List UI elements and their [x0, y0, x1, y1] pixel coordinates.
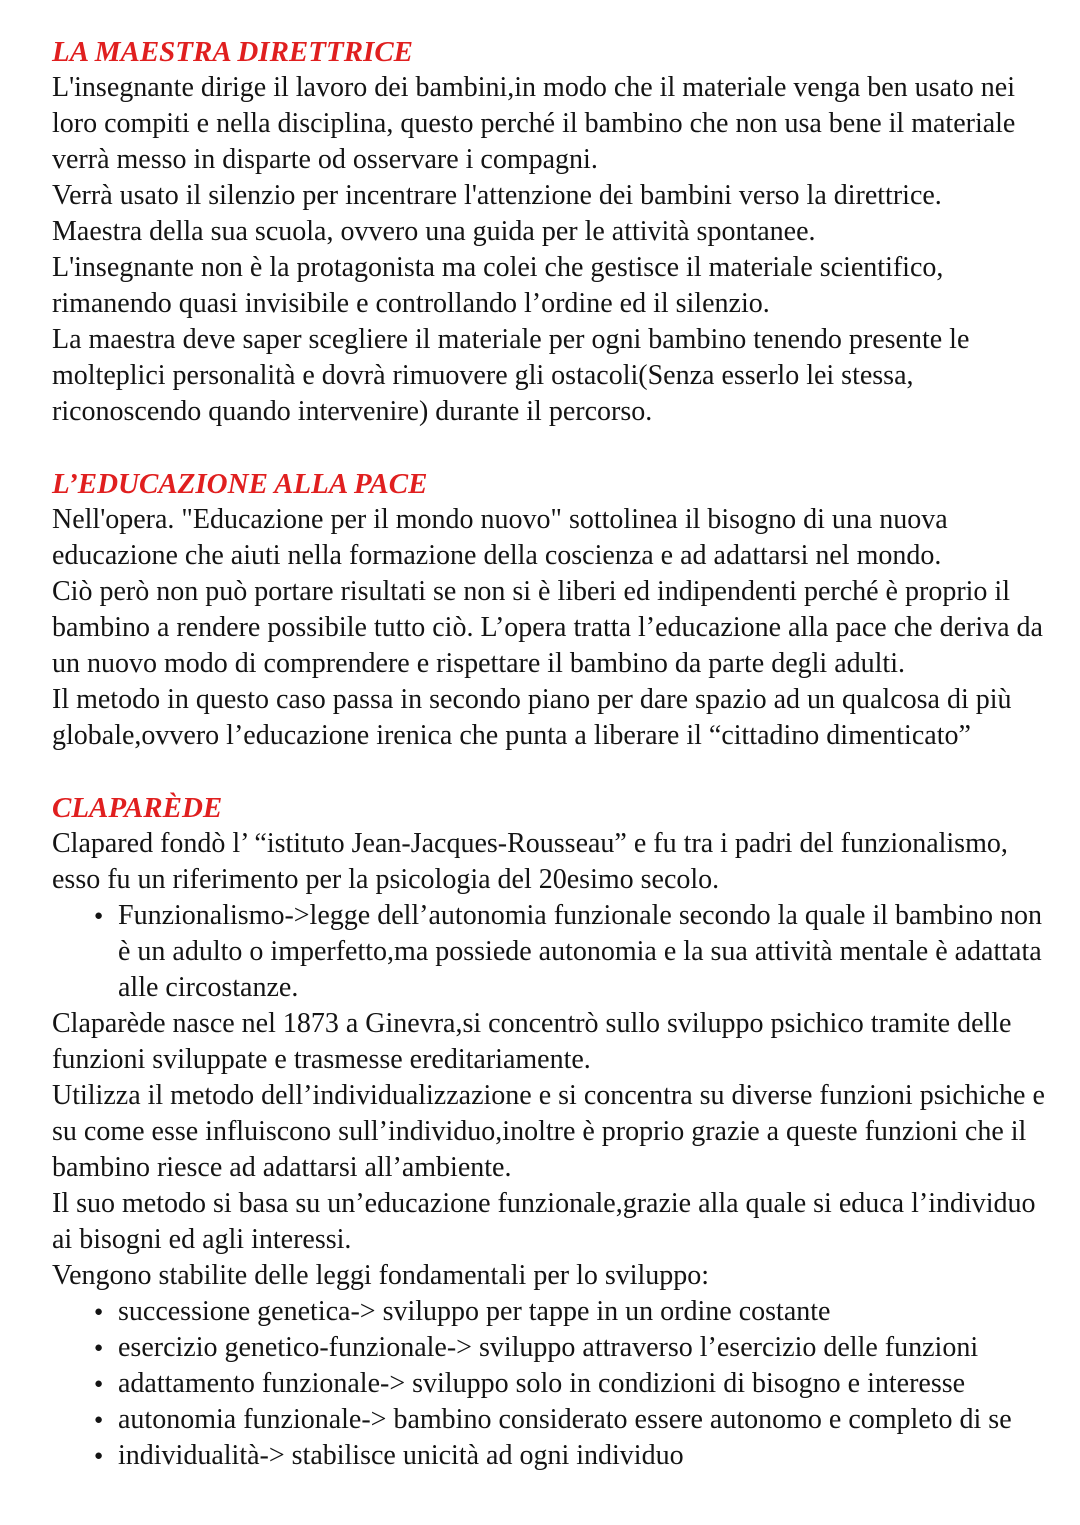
- text-line: La maestra deve saper scegliere il materiale per ogni bambino tenendo presente le: [52, 324, 970, 355]
- text-line: loro compiti e nella disciplina, questo perché il bambino che non usa bene il materiale: [52, 108, 1016, 139]
- section-heading-la-maestra-direttrice: LA MAESTRA DIRETTRICE: [52, 36, 414, 68]
- text-line: Utilizza il metodo dell’individualizzazione e si concentra su diverse funzioni psichiche e: [52, 1080, 1045, 1111]
- bullet-item: [52, 898, 1044, 1006]
- text-line: Ciò però non può portare risultati se non si è liberi ed indipendenti perché è proprio il: [52, 576, 1010, 607]
- text-line: L'insegnante non è la protagonista ma colei che gestisce il materiale scientifico,: [52, 252, 944, 283]
- bullet-item: [52, 1402, 1044, 1438]
- text-line: Il suo metodo si basa su un’educazione funzionale,grazie alla quale si educa l’individuo: [52, 1188, 1036, 1219]
- bullet-item: [52, 1294, 1044, 1330]
- text-line: adattamento funzionale-> sviluppo solo in condizioni di bisogno e interesse: [118, 1368, 966, 1399]
- text-line: Il metodo in questo caso passa in secondo piano per dare spazio ad un qualcosa di più: [52, 684, 1012, 715]
- text-line: L'insegnante dirige il lavoro dei bambini,in modo che il materiale venga ben usato nei: [52, 72, 1015, 103]
- section-heading-claparede: CLAPARÈDE: [52, 792, 223, 824]
- bullet-icon: ●: [94, 1340, 104, 1356]
- bullet-item: [52, 1366, 1044, 1402]
- bullet-text: [118, 1330, 1044, 1366]
- text-line: Maestra della sua scuola, ovvero una guida per le attività spontanee.: [52, 216, 816, 247]
- text-line: autonomia funzionale-> bambino considerato essere autonomo e completo di se: [118, 1404, 1012, 1435]
- text-line: verrà messo in disparte od osservare i compagni.: [52, 144, 598, 175]
- section-educazione-alla-pace: [52, 466, 1044, 754]
- bullet-icon: ●: [94, 1376, 104, 1392]
- bullet-text: [118, 898, 1044, 1006]
- text-line: su come esse influiscono sull’individuo,inoltre è proprio grazie a queste funzioni che il: [52, 1116, 1027, 1147]
- text-line: alle circostanze.: [118, 972, 299, 1003]
- bullet-text: [118, 1294, 1044, 1330]
- text-line: funzioni sviluppate e trasmesse ereditariamente.: [52, 1044, 591, 1075]
- text-line: individualità-> stabilisce unicità ad ogni individuo: [118, 1440, 684, 1471]
- text-line: ai bisogni ed agli interessi.: [52, 1224, 352, 1255]
- bullet-text: [118, 1438, 1044, 1474]
- text-line: educazione che aiuti nella formazione della coscienza e ad adattarsi nel mondo.: [52, 540, 942, 571]
- bullet-text: [118, 1402, 1044, 1438]
- text-line: bambino a rendere possibile tutto ciò. L’opera tratta l’educazione alla pace che deriva da: [52, 612, 1043, 643]
- section-heading-educazione-alla-pace: L’EDUCAZIONE ALLA PACE: [52, 468, 428, 500]
- text-line: Vengono stabilite delle leggi fondamentali per lo sviluppo:: [52, 1260, 710, 1291]
- bullet-icon: ●: [94, 1448, 104, 1464]
- bullet-text: [118, 1366, 1044, 1402]
- text-line: riconoscendo quando intervenire) durante il percorso.: [52, 396, 653, 427]
- text-line: Clapared fondò l’ “istituto Jean-Jacques-Rousseau” e fu tra i padri del funzionalismo,: [52, 828, 1008, 859]
- bullet-item: [52, 1330, 1044, 1366]
- text-line: esso fu un riferimento per la psicologia del 20esimo secolo.: [52, 864, 720, 895]
- text-line: Verrà usato il silenzio per incentrare l'attenzione dei bambini verso la direttrice.: [52, 180, 942, 211]
- bullet-icon: ●: [94, 1304, 104, 1320]
- text-line: rimanendo quasi invisibile e controllando l’ordine ed il silenzio.: [52, 288, 770, 319]
- text-line: Funzionalismo->legge dell’autonomia funzionale secondo la quale il bambino non: [118, 900, 1042, 931]
- text-line: un nuovo modo di comprendere e rispettare il bambino da parte degli adulti.: [52, 648, 905, 679]
- text-line: esercizio genetico-funzionale-> sviluppo attraverso l’esercizio delle funzioni: [118, 1332, 979, 1363]
- bullet-icon: ●: [94, 1412, 104, 1428]
- text-line: è un adulto o imperfetto,ma possiede autonomia e la sua attività mentale è adattata: [118, 936, 1042, 967]
- text-line: Nell'opera. "Educazione per il mondo nuovo" sottolinea il bisogno di una nuova: [52, 504, 948, 535]
- bullet-icon: ●: [94, 908, 104, 924]
- text-line: molteplici personalità e dovrà rimuovere gli ostacoli(Senza esserlo lei stessa,: [52, 360, 914, 391]
- text-line: Claparède nasce nel 1873 a Ginevra,si concentrò sullo sviluppo psichico tramite delle: [52, 1008, 1012, 1039]
- text-line: successione genetica-> sviluppo per tappe in un ordine costante: [118, 1296, 831, 1327]
- section-claparede: [52, 790, 1044, 1474]
- bullet-item: [52, 1438, 1044, 1474]
- text-line: bambino riesce ad adattarsi all’ambiente.: [52, 1152, 512, 1183]
- text-line: globale,ovvero l’educazione irenica che punta a liberare il “cittadino dimenticato”: [52, 720, 971, 751]
- document-content: [52, 34, 1044, 1474]
- section-la-maestra-direttrice: [52, 34, 1044, 430]
